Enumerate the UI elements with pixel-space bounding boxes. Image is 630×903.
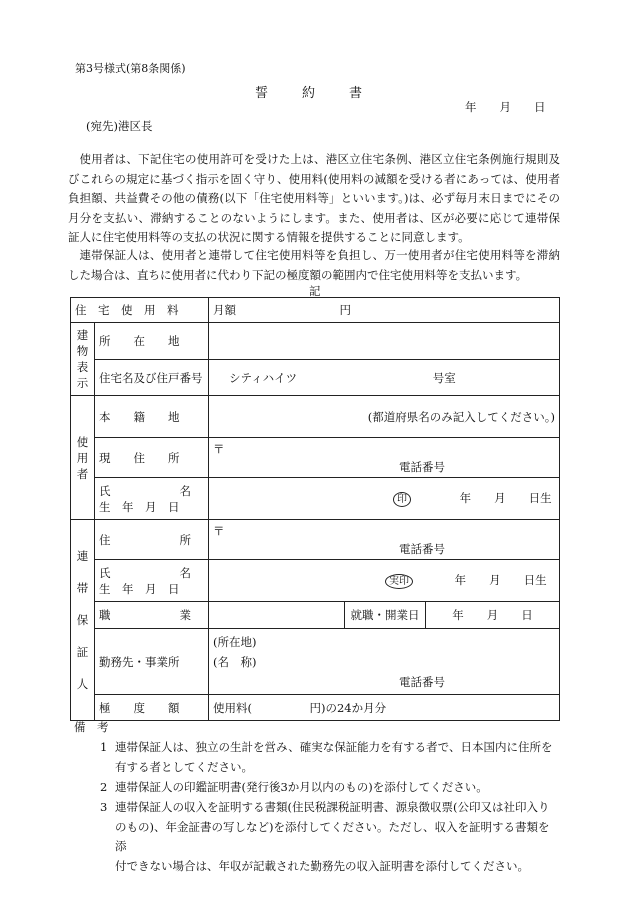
- note-item: [100, 738, 560, 777]
- note-text: 連帯保証人は、独立の生計を営み、確実な保証能力を有する者で、日本国内に住所を: [115, 740, 553, 754]
- note-text: 付できない場合は、年収が記載された勤務先の収入証明書を添付してください。: [115, 858, 529, 873]
- addressee: (宛先)港区長: [86, 119, 153, 133]
- title-char: 書: [349, 86, 363, 101]
- pledge-paragraph-2: 連帯保証人は、使用者と連帯して住宅使用料等を負担し、万一使用者が住宅使用料等を滞納した場合は、直ちに使用者に代わり下記の極度額の範囲内で住宅使用料等を支払います。: [68, 248, 560, 282]
- birth-suffix: 年 月 日生: [459, 491, 552, 505]
- birth-label: 生 年 月 日: [99, 499, 180, 514]
- rent-label: 住 宅 使 用 料: [71, 298, 209, 323]
- housing-name: シティハイツ: [229, 370, 298, 385]
- address-field[interactable]: [209, 438, 560, 478]
- document-title: [255, 82, 362, 101]
- note-text: 連帯保証人の収入を証明する書類(住民税課税証明書、源泉徴収票(公印又は社印入り: [115, 800, 550, 814]
- notes-heading: 備 考: [74, 720, 109, 734]
- table-row: [71, 396, 560, 438]
- birth-suffix: 年 月 日生: [454, 573, 547, 587]
- rent-value[interactable]: 月額 円: [209, 298, 560, 323]
- g-name-birth-label: [95, 560, 209, 602]
- housing-label: 住宅名及び住戸番号: [95, 360, 209, 396]
- phone-label: 電話番号: [399, 675, 445, 689]
- room-suffix: 号室: [432, 370, 456, 385]
- note-number: 2: [100, 780, 108, 794]
- location-label: 所 在 地: [95, 323, 209, 360]
- note-text: のもの)、年金証書の写しなど)を添付してください。ただし、収入を証明する書類を添: [115, 819, 550, 853]
- note-number: 1: [100, 740, 108, 754]
- domicile-label: 本 籍 地: [95, 396, 209, 438]
- jitsuin-seal-mark: 実印: [385, 574, 413, 589]
- domicile-field[interactable]: [209, 396, 560, 438]
- name-label: 氏 名: [99, 565, 191, 580]
- postal-mark: 〒: [213, 524, 225, 538]
- guarantor-group-label: 連 帯 保 証 人: [71, 520, 95, 721]
- g-address-field[interactable]: [209, 520, 560, 560]
- table-row: [71, 520, 560, 560]
- workplace-field[interactable]: [209, 629, 560, 695]
- workplace-location: (所在地): [213, 635, 257, 649]
- occupation-label: 職 業: [95, 602, 209, 629]
- employment-date-label: 就職・開業日: [345, 602, 426, 629]
- employment-date-field[interactable]: 年 月 日: [426, 602, 560, 629]
- date-line: 年 月 日: [465, 100, 546, 114]
- building-group-label: 建 物 表 示: [71, 323, 95, 396]
- table-row: [71, 602, 560, 629]
- note-item: [100, 798, 560, 876]
- title-char: 約: [302, 86, 316, 101]
- g-name-birth-field[interactable]: [209, 560, 560, 602]
- user-group-label: 使 用 者: [71, 396, 95, 520]
- table-row: [71, 360, 560, 396]
- table-row: [71, 629, 560, 695]
- limit-label: 極 度 額: [95, 695, 209, 721]
- table-row: [71, 695, 560, 721]
- ki-heading: 記: [309, 284, 321, 298]
- phone-label: 電話番号: [399, 460, 445, 474]
- g-address-label: 住 所: [95, 520, 209, 560]
- title-char: 誓: [255, 86, 269, 101]
- table-row: [71, 438, 560, 478]
- pledge-paragraph-1: 使用者は、下記住宅の使用許可を受けた上は、港区立住宅条例、港区立住宅条例施行規則及びこれらの規定に基づく指示を固く守り、使用料(使用料の減額を受ける者にあっては、使用者負担額、共益費その他の債務(以下「住宅使用料等」といいます。)は、必ず毎月末日までにその月分を支払い、滞納することのないようにします。また、使用者は、区が必要に応じて連帯保証人に住宅使用料等の支払の状況に関する情報を提供することに同意します。: [68, 152, 560, 245]
- occupation-field[interactable]: [209, 602, 345, 629]
- seal-mark: 印: [393, 492, 411, 507]
- location-field[interactable]: [209, 323, 560, 360]
- table-row: [71, 478, 560, 520]
- pledge-table: [70, 297, 560, 721]
- domicile-note: (都道府県名のみ記入してください。): [367, 409, 555, 424]
- form-label: 第3号様式(第8条関係): [75, 62, 186, 75]
- table-row: [71, 323, 560, 360]
- housing-field[interactable]: [209, 360, 560, 396]
- birth-label: 生 年 月 日: [99, 581, 180, 596]
- note-text: 連帯保証人の印鑑証明書(発行後3か月以内のもの)を添付してください。: [115, 780, 488, 794]
- table-row: [71, 298, 560, 323]
- name-label: 氏 名: [99, 483, 191, 498]
- table-row: [71, 560, 560, 602]
- note-text: 有する者としてください。: [115, 759, 253, 774]
- note-item: [100, 778, 560, 798]
- address-label: 現 住 所: [95, 438, 209, 478]
- name-birth-field[interactable]: [209, 478, 560, 520]
- workplace-name: (名 称): [213, 655, 257, 669]
- name-birth-label: [95, 478, 209, 520]
- workplace-label: 勤務先・事業所: [95, 629, 209, 695]
- limit-value[interactable]: 使用料( 円)の24か月分: [209, 695, 560, 721]
- note-number: 3: [100, 800, 108, 814]
- phone-label: 電話番号: [399, 542, 445, 556]
- postal-mark: 〒: [213, 442, 225, 456]
